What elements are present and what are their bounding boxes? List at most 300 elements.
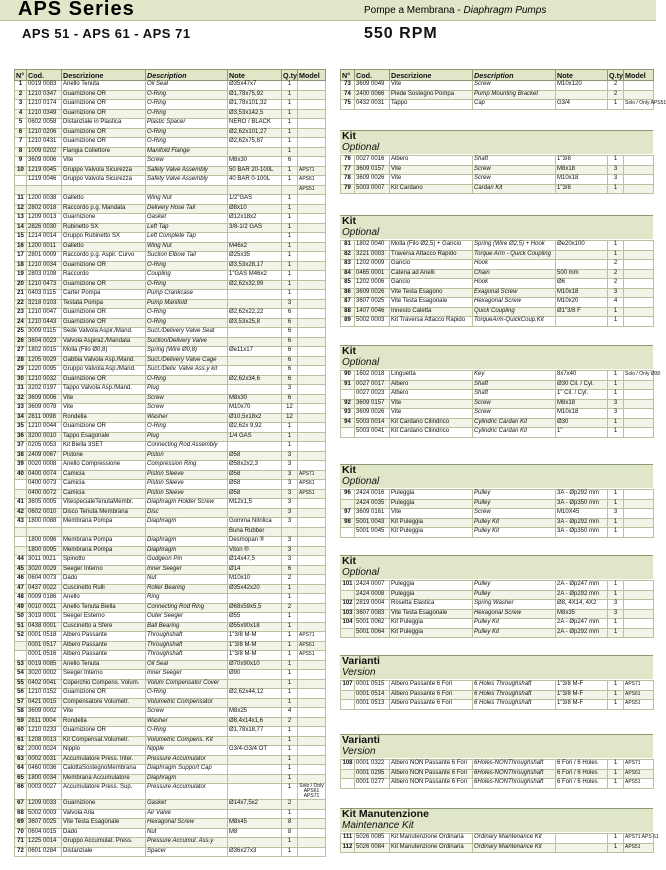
col-descrizione: Gancio — [390, 279, 473, 289]
col-model: APS61 — [298, 641, 326, 651]
col-qty: 1 — [282, 746, 298, 756]
col-description: Oil Seal — [146, 81, 228, 91]
col-qty: 1 — [282, 594, 298, 604]
table-row — [15, 280, 326, 290]
col-note — [228, 233, 282, 243]
col-code: 5001 0045 — [355, 528, 390, 538]
col-qty: 1 — [282, 290, 298, 300]
col-code: 0460 0036 — [27, 765, 62, 775]
col-note: Desmopan ® — [228, 537, 282, 547]
table-row — [15, 100, 326, 110]
col-code: 3607 0025 — [27, 819, 62, 829]
section-parts-table — [340, 580, 654, 638]
col-note: M12x1,5 — [228, 499, 282, 509]
col-code: 1210 0032 — [27, 375, 62, 385]
section-title: Kit — [342, 555, 356, 567]
col-qty: 3 — [282, 518, 298, 528]
col-code: 1219 0046 — [27, 176, 62, 186]
col-note: 1"3/8 M-M — [228, 641, 282, 651]
col-note — [228, 736, 282, 746]
col-descrizione: Guarnizione OR — [62, 727, 146, 737]
col-qty: 12 — [282, 413, 298, 423]
col-num: 13 — [15, 214, 27, 224]
col-description — [146, 527, 228, 537]
col-num — [341, 690, 355, 700]
col-num: 24 — [15, 318, 27, 328]
col-descrizione: Vite — [390, 509, 473, 519]
col-descrizione: Testata Pompa — [62, 299, 146, 309]
section-subtitle: Optional — [342, 227, 380, 238]
col-code: 3202 0197 — [27, 385, 62, 395]
col-description: O-Ring — [146, 138, 228, 148]
col-qty: 2 — [608, 279, 624, 289]
col-descrizione: Guarnizione — [62, 800, 146, 810]
col-model — [298, 809, 326, 819]
col-qty: 1 — [282, 442, 298, 452]
table-row — [341, 156, 654, 166]
col-note: M10x18 — [556, 409, 608, 419]
table-row — [15, 698, 326, 708]
col-code: 1219 0045 — [27, 166, 62, 176]
col-note: Ø2,62x101,27 — [228, 128, 282, 138]
col-code: 0438 0001 — [27, 622, 62, 632]
col-model — [624, 418, 654, 428]
col-note — [228, 356, 282, 366]
col-num: 71 — [15, 838, 27, 848]
col-code: 0400 0073 — [27, 480, 62, 490]
col-description: Pump Crankcase — [146, 290, 228, 300]
col-description: Diaphragm Holder Screw — [146, 499, 228, 509]
table-row — [15, 176, 326, 186]
table-row — [15, 765, 326, 775]
col-qty: 3 — [608, 165, 624, 175]
col-num: 35 — [15, 423, 27, 433]
col-note — [228, 385, 282, 395]
col-descrizione: Membrana Pompa — [62, 518, 146, 528]
col-code: 0205 0053 — [27, 442, 62, 452]
section-title: Varianti — [342, 655, 380, 667]
col-descrizione: CalottaSostegnoMembrana — [62, 765, 146, 775]
col-code: 3609 0006 — [27, 157, 62, 167]
col-description: Key — [473, 371, 556, 381]
col-code: 0001 0518 — [27, 632, 62, 642]
col-code: 0604 0073 — [27, 575, 62, 585]
table-row — [15, 318, 326, 328]
col-description: Gasket — [146, 214, 228, 224]
col-description: Shaft — [473, 380, 556, 390]
col-descrizione: Pistone — [62, 451, 146, 461]
col-note: Ø35x47x7 — [228, 81, 282, 91]
col-descrizione: Disco Tenuta Membrana — [62, 508, 146, 518]
table-row — [341, 428, 654, 438]
col-code: 5002 0003 — [27, 809, 62, 819]
col-note: Ø1,78x101,32 — [228, 100, 282, 110]
col-model — [298, 366, 326, 376]
col-model — [298, 575, 326, 585]
col-num — [341, 390, 355, 400]
col-descrizione: Kit Cardano Cilindrico — [390, 418, 473, 428]
col-descrizione: Molla (Filo Ø2,5) + Gancio — [390, 241, 473, 251]
col-qty: 1 — [608, 100, 624, 110]
table-row — [341, 760, 654, 770]
col-note: Ø2,62x32,99 — [228, 280, 282, 290]
section-subtitle: Optional — [342, 567, 380, 578]
col-note: 3A - Øp292 mm — [556, 518, 608, 528]
col-descrizione: Vite — [390, 399, 473, 409]
col-description: O-Ring — [146, 90, 228, 100]
col-code: 3609 0026 — [355, 175, 390, 185]
col-code: 3609 0026 — [355, 288, 390, 298]
col-qty: 2 — [608, 90, 624, 100]
col-model: APS51 — [624, 700, 654, 710]
series-title: APS Series — [18, 0, 135, 20]
col-code-header: Cod. — [355, 70, 390, 81]
col-qty: 6 — [282, 366, 298, 376]
table-row — [15, 838, 326, 848]
col-model — [298, 423, 326, 433]
col-note: 1" Cil. / Cyl. — [556, 390, 608, 400]
table-row — [15, 147, 326, 157]
col-qty: 1 — [282, 423, 298, 433]
col-code: 0421 0015 — [27, 698, 62, 708]
section-title: Kit — [342, 130, 356, 142]
col-description: Gasket — [146, 800, 228, 810]
col-descrizione: Anello — [62, 594, 146, 604]
col-description: Disc — [146, 508, 228, 518]
col-model — [298, 537, 326, 547]
col-model — [298, 847, 326, 857]
col-code: 0602 0058 — [27, 119, 62, 129]
col-note: 1"3/8 M-M — [228, 632, 282, 642]
col-num: 44 — [15, 556, 27, 566]
col-code: 1210 0473 — [27, 280, 62, 290]
col-description: Cap — [473, 100, 556, 110]
col-num: 53 — [15, 660, 27, 670]
col-qty: 3 — [282, 556, 298, 566]
col-note: Ø8,4x14x1,6 — [228, 717, 282, 727]
col-description: Compression Ring — [146, 461, 228, 471]
col-model — [624, 90, 654, 100]
table-row — [15, 784, 326, 800]
col-note: Ø14 — [228, 565, 282, 575]
col-num: 17 — [15, 252, 27, 262]
col-num: 88 — [341, 307, 355, 317]
only-models-note: Solo / Only APS61 APS71 — [299, 783, 324, 799]
col-description: Ball Bearing — [146, 622, 228, 632]
col-qty: 1 — [608, 490, 624, 500]
col-code: 0027 0017 — [355, 380, 390, 390]
col-description: 6 Holes Throughshaft — [473, 690, 556, 700]
col-descrizione: Rubinetto SX — [62, 223, 146, 233]
col-model — [298, 432, 326, 442]
col-model — [624, 399, 654, 409]
table-row — [15, 689, 326, 699]
section-header — [340, 215, 653, 239]
col-note — [228, 290, 282, 300]
col-qty: 3 — [282, 480, 298, 490]
table-row — [341, 490, 654, 500]
col-description: 6Holes-NONThroughshaft — [473, 760, 556, 770]
col-model — [624, 81, 654, 91]
col-num — [15, 489, 27, 499]
table-row — [15, 632, 326, 642]
table-row — [15, 819, 326, 829]
col-model — [298, 508, 326, 518]
col-num: 83 — [341, 260, 355, 270]
col-description: Cardan Kit — [473, 184, 556, 194]
col-num: 42 — [15, 508, 27, 518]
col-num: 28 — [15, 356, 27, 366]
col-num: 111 — [341, 834, 355, 844]
table-row — [15, 385, 326, 395]
col-qty: 1 — [282, 784, 298, 800]
col-qty-header: Q.ty — [609, 70, 623, 80]
col-description: Cylindric Cardan Kit — [473, 428, 556, 438]
col-descrizione: Rondella — [62, 413, 146, 423]
col-note: Ø55 — [228, 613, 282, 623]
col-model — [298, 109, 326, 119]
col-model — [298, 385, 326, 395]
col-description: Quick Coupling — [473, 307, 556, 317]
col-note: 1/4 GAS — [228, 432, 282, 442]
col-code: 5001 0043 — [355, 518, 390, 528]
col-num: 64 — [15, 765, 27, 775]
col-qty: 1 — [282, 176, 298, 186]
col-description: Screw — [473, 509, 556, 519]
col-description: Inner Seeger — [146, 565, 228, 575]
table-row — [15, 651, 326, 661]
table-row — [15, 828, 326, 838]
col-note: 3A - Øp292 mm — [556, 490, 608, 500]
col-description: Outer Seeger — [146, 613, 228, 623]
col-descrizione: Rondella — [62, 717, 146, 727]
col-code: 1202 0006 — [355, 279, 390, 289]
table-row — [15, 195, 326, 205]
col-description: Spring (Wire Ø0,8) — [146, 347, 228, 357]
col-description: Pulley — [473, 590, 556, 600]
col-note — [228, 679, 282, 689]
col-note: 1"GAS M46x2 — [228, 271, 282, 281]
col-model: APS61 — [298, 176, 326, 186]
col-note: Ø68x59x5,5 — [228, 603, 282, 613]
table-row — [341, 409, 654, 419]
col-model — [624, 165, 654, 175]
col-qty: 3 — [608, 509, 624, 519]
table-row — [15, 613, 326, 623]
table-row — [15, 299, 326, 309]
col-description: Air Valve — [146, 809, 228, 819]
col-code: 0001 0295 — [355, 769, 390, 779]
col-code: 3020 0002 — [27, 670, 62, 680]
col-num: 85 — [341, 279, 355, 289]
col-model — [624, 250, 654, 260]
col-note: Ø12x18x2 — [228, 214, 282, 224]
col-model — [298, 394, 326, 404]
table-row — [15, 166, 326, 176]
col-note: 1"3/8 M-F — [556, 700, 608, 710]
col-code: 0001 0513 — [355, 700, 390, 710]
col-num — [341, 499, 355, 509]
table-row — [15, 774, 326, 784]
col-num — [15, 546, 27, 556]
col-code: 3609 0026 — [355, 409, 390, 419]
section-parts-table — [340, 155, 654, 194]
col-description: Inner Seeger — [146, 670, 228, 680]
section-header — [340, 345, 653, 369]
col-model — [298, 337, 326, 347]
col-code: 1208 0013 — [27, 736, 62, 746]
col-description: Nipple — [146, 746, 228, 756]
col-code: 0019 0083 — [27, 81, 62, 91]
table-row — [15, 394, 326, 404]
col-descrizione: Rosetta Elastica — [390, 600, 473, 610]
col-descrizione: Piede Sostegno Pompa — [390, 90, 473, 100]
table-row — [15, 356, 326, 366]
col-description: Pump Manifold — [146, 299, 228, 309]
col-qty: 3 — [608, 399, 624, 409]
col-model — [624, 156, 654, 166]
col-model: APS61 — [624, 690, 654, 700]
col-descrizione: Guarnizione OR — [62, 128, 146, 138]
col-note-header: Note — [556, 70, 608, 81]
col-code: 0402 0041 — [27, 679, 62, 689]
table-row — [15, 290, 326, 300]
col-code: 1210 0047 — [27, 309, 62, 319]
col-description: Diaphragm — [146, 537, 228, 547]
col-num: 78 — [341, 175, 355, 185]
table-row — [341, 499, 654, 509]
col-descrizione: Albero Passante — [62, 651, 146, 661]
col-qty: 1 — [608, 581, 624, 591]
col-qty: 1 — [282, 613, 298, 623]
col-descrizione-header: Descrizione — [390, 70, 473, 81]
col-qty: 1 — [282, 679, 298, 689]
col-code: 1205 0029 — [27, 356, 62, 366]
col-description: Volumetric Compensator — [146, 698, 228, 708]
col-note: Ø2,62x 9,92 — [228, 423, 282, 433]
col-model — [298, 242, 326, 252]
col-description: Spacer — [146, 847, 228, 857]
col-description: 6Holes-NONThroughshaft — [473, 779, 556, 789]
col-note-header: Note — [228, 70, 282, 81]
col-num: 63 — [15, 755, 27, 765]
col-qty: 6 — [282, 328, 298, 338]
col-num — [15, 480, 27, 490]
col-description: 6Holes-NONThroughshaft — [473, 769, 556, 779]
col-descrizione: Guarnizione OR — [62, 689, 146, 699]
col-qty: 1 — [282, 847, 298, 857]
col-num: 72 — [15, 847, 27, 857]
col-qty: 1 — [608, 619, 624, 629]
col-num: 34 — [15, 413, 27, 423]
col-qty: 6 — [282, 356, 298, 366]
col-qty: 1 — [282, 109, 298, 119]
col-model — [298, 670, 326, 680]
col-descrizione: Camicia — [62, 480, 146, 490]
col-descrizione: Cuscinetto a Sfere — [62, 622, 146, 632]
col-descrizione: Raccordo p.g. Mandata — [62, 204, 146, 214]
col-descrizione: Accumulatore Press. Sup. — [62, 784, 146, 800]
table-row — [341, 371, 654, 381]
col-num: 45 — [15, 565, 27, 575]
col-num: 91 — [341, 380, 355, 390]
col-model — [298, 689, 326, 699]
col-note: Ø2,62x44,12 — [228, 689, 282, 699]
col-code: 5003 0041 — [355, 428, 390, 438]
col-note: 3/8-1/2 GAS — [228, 223, 282, 233]
col-description: Connecting Rod Assembly — [146, 442, 228, 452]
col-model — [298, 309, 326, 319]
col-qty: 1 — [282, 100, 298, 110]
col-note: Ø2,62x34,6 — [228, 375, 282, 385]
col-note: M10x120 — [556, 81, 608, 91]
col-model — [298, 233, 326, 243]
col-descrizione: Guarnizione OR — [62, 261, 146, 271]
col-model — [624, 269, 654, 279]
col-code: 5001 0064 — [355, 628, 390, 638]
table-row — [341, 100, 654, 110]
col-description: Screw — [473, 81, 556, 91]
col-descrizione: Anello Compressione — [62, 461, 146, 471]
col-descrizione: Membrana Accumulatore — [62, 774, 146, 784]
col-qty: 1 — [282, 233, 298, 243]
col-code: 2802 0018 — [27, 204, 62, 214]
col-num: 41 — [15, 499, 27, 509]
col-qty: 3 — [282, 499, 298, 509]
table-row — [15, 366, 326, 376]
col-code: 0027 0016 — [355, 156, 390, 166]
col-note — [228, 594, 282, 604]
col-description: Nut — [146, 575, 228, 585]
col-num: 37 — [15, 442, 27, 452]
col-description: Pulley Kit — [473, 628, 556, 638]
section-title: Kit Manutenzione — [342, 808, 429, 820]
table-row — [15, 660, 326, 670]
col-code: 0601 0284 — [27, 847, 62, 857]
section-parts-table — [340, 370, 661, 438]
col-note: M8x18 — [556, 399, 608, 409]
table-row — [15, 109, 326, 119]
col-qty: 1 — [608, 834, 624, 844]
col-code: 1209 0013 — [27, 214, 62, 224]
col-descrizione: Puleggia — [390, 499, 473, 509]
col-description: O-Ring — [146, 689, 228, 699]
col-num: 79 — [341, 184, 355, 194]
section-title: Kit — [342, 464, 356, 476]
col-num: 36 — [15, 432, 27, 442]
col-num: 21 — [15, 290, 27, 300]
col-code: 1200 0011 — [27, 242, 62, 252]
table-row — [341, 581, 654, 591]
col-note: 6 Fori / 6 Holes — [556, 769, 608, 779]
col-qty: 3 — [282, 537, 298, 547]
col-model — [298, 157, 326, 167]
col-model — [624, 499, 654, 509]
col-note: 50 BAR 20-100L — [228, 166, 282, 176]
col-model — [624, 490, 654, 500]
col-description: Shaft — [473, 156, 556, 166]
col-model — [624, 600, 654, 610]
col-model — [298, 138, 326, 148]
col-note: Ø35x42x20 — [228, 584, 282, 594]
col-qty: 2 — [282, 800, 298, 810]
col-qty-header: Q.ty — [283, 70, 297, 80]
col-qty: 1 — [282, 660, 298, 670]
col-code: 3009 0115 — [27, 328, 62, 338]
col-note: M8x25 — [228, 708, 282, 718]
col-note: 2A - Øp292 mm — [556, 628, 608, 638]
col-note: Ø14x47,5 — [228, 556, 282, 566]
